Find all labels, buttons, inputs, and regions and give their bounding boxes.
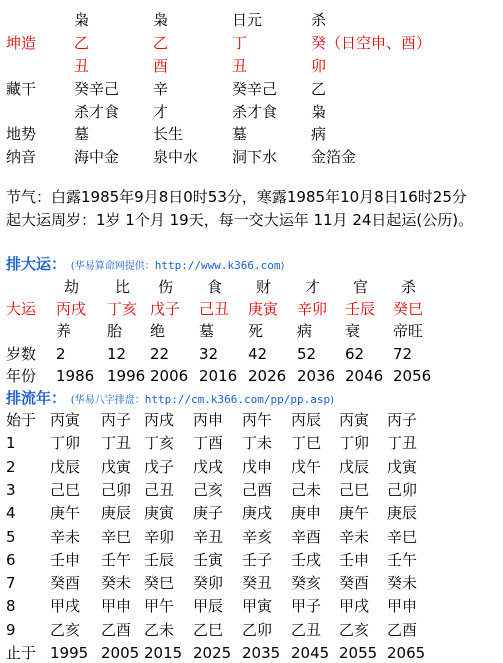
dishi-2: 长生 <box>153 125 184 143</box>
liunian-cell: 己亥 <box>193 480 224 499</box>
liunian-cell: 庚辰 <box>101 504 132 523</box>
kongwang-note: （日空申、酉） <box>326 34 432 52</box>
dayun-shishen-cell: 才 <box>305 278 321 296</box>
liunian-cell: 辛未 <box>50 527 81 546</box>
nayin-1: 海中金 <box>74 148 120 166</box>
dishi-label: 地势 <box>6 125 37 143</box>
liunian-source <box>71 395 334 406</box>
liunian-cell: 癸丑 <box>242 574 273 593</box>
dayun-ages-cell: 42 <box>248 345 268 363</box>
dayun-years-cell: 2036 <box>297 367 336 385</box>
liunian-cell: 戊寅 <box>101 457 132 476</box>
dayun-ages-cell: 32 <box>199 345 219 363</box>
dayun-ganzhi-cell: 己丑 <box>199 300 230 318</box>
liunian-cell: 壬寅 <box>193 550 224 569</box>
dayun-header <box>6 254 284 277</box>
nayin-label: 纳音 <box>6 148 37 166</box>
liunian-cell: 丁酉 <box>193 434 224 453</box>
liunian-cell: 癸亥 <box>291 574 322 593</box>
dayun-years-cell: 2046 <box>345 367 384 385</box>
liunian-cell: 壬午 <box>101 550 132 569</box>
liunian-cell: 丁丑 <box>387 434 418 453</box>
dayun-years-cell: 1996 <box>107 367 146 385</box>
dayun-source-link[interactable]: http://www.k366.com <box>154 259 281 272</box>
dayun-ganzhi-cell: 丙戌 <box>56 300 87 318</box>
liunian-source-suffix: ) <box>330 395 335 406</box>
branch-hour: 卯 <box>311 57 327 75</box>
liunian-cell: 丁丑 <box>101 434 132 453</box>
liunian-cell: 2035 <box>242 644 281 662</box>
dayun-title: 排大运： <box>6 255 67 273</box>
dayun-changsheng-cell: 衰 <box>345 322 361 340</box>
jieqi-line: 节气：白露1985年9月8日0时53分，寒露1985年10月8日16时25分 <box>6 188 467 206</box>
liunian-cell: 壬辰 <box>144 550 175 569</box>
liunian-row-label: 4 <box>6 504 16 523</box>
liunian-row-label: 5 <box>6 527 16 546</box>
liunian-cell: 甲子 <box>291 597 322 616</box>
liunian-cell: 丁卯 <box>50 434 81 453</box>
liunian-cell: 甲戌 <box>50 597 81 616</box>
branch-month: 酉 <box>153 57 169 75</box>
liunian-cell: 庚午 <box>339 504 370 523</box>
dayun-row-label-ganzhi: 大运 <box>6 300 37 318</box>
liunian-header <box>6 388 334 411</box>
dayun-shishen-cell: 官 <box>353 278 369 296</box>
canggan-1a: 癸辛己 <box>74 80 120 98</box>
pillar-top-3: 日元 <box>232 11 263 29</box>
liunian-cell: 庚戌 <box>242 504 273 523</box>
liunian-cell: 甲辰 <box>193 597 224 616</box>
liunian-cell: 甲午 <box>144 597 175 616</box>
liunian-cell: 癸未 <box>101 574 132 593</box>
liunian-cell: 2005 <box>101 644 140 662</box>
stem-year: 乙 <box>74 34 90 52</box>
dayun-years-cell: 2026 <box>248 367 287 385</box>
canggan-1b: 杀才食 <box>74 103 120 121</box>
liunian-cell: 戊寅 <box>387 457 418 476</box>
liunian-cell: 丙辰 <box>291 411 322 429</box>
canggan-2a: 辛 <box>153 80 169 98</box>
pillar-top-1: 枭 <box>74 11 90 29</box>
dayun-ages-cell: 52 <box>297 345 317 363</box>
liunian-cell: 丁巳 <box>291 434 322 453</box>
kunzao-label: 坤造 <box>6 34 37 52</box>
liunian-row-label: 始于 <box>6 411 37 429</box>
liunian-row-label: 6 <box>6 550 16 569</box>
dayun-ages-cell: 62 <box>345 345 365 363</box>
dayun-source-suffix: ) <box>280 261 285 272</box>
liunian-cell: 癸酉 <box>50 574 81 593</box>
liunian-cell: 丁亥 <box>144 434 175 453</box>
dayun-ganzhi-cell: 庚寅 <box>248 300 279 318</box>
liunian-cell: 戊申 <box>242 457 273 476</box>
liunian-cell: 己卯 <box>101 480 132 499</box>
liunian-cell: 庚寅 <box>144 504 175 523</box>
liunian-cell: 壬申 <box>50 550 81 569</box>
liunian-row-label: 止于 <box>6 644 37 662</box>
branch-day: 丑 <box>232 57 248 75</box>
dayun-ages-cell: 72 <box>393 345 413 363</box>
liunian-cell: 癸卯 <box>193 574 224 593</box>
dayun-ganzhi-cell: 丁亥 <box>107 300 138 318</box>
liunian-row-label: 7 <box>6 574 16 593</box>
liunian-cell: 乙酉 <box>387 620 418 639</box>
liunian-cell: 2055 <box>339 644 378 662</box>
liunian-cell: 辛巳 <box>387 527 418 546</box>
liunian-cell: 乙卯 <box>242 620 273 639</box>
dayun-changsheng-cell: 病 <box>297 322 313 340</box>
dayun-row-label-years: 年份 <box>6 367 37 385</box>
liunian-row-label: 3 <box>6 480 16 499</box>
liunian-cell: 壬午 <box>387 550 418 569</box>
liunian-cell: 癸未 <box>387 574 418 593</box>
dayun-ganzhi-cell: 戊子 <box>150 300 181 318</box>
stem-hour: 癸 <box>311 34 327 52</box>
liunian-cell: 丁未 <box>242 434 273 453</box>
dayun-shishen-cell: 劫 <box>64 278 80 296</box>
liunian-cell: 丙寅 <box>50 411 81 429</box>
branch-year: 丑 <box>74 57 90 75</box>
liunian-cell: 壬戌 <box>291 550 322 569</box>
liunian-cell: 己酉 <box>242 480 273 499</box>
dayun-source <box>71 261 285 272</box>
liunian-cell: 戊戌 <box>193 457 224 476</box>
dayun-ganzhi-cell: 辛卯 <box>297 300 328 318</box>
liunian-title: 排流年： <box>6 389 67 407</box>
dishi-4: 病 <box>311 125 327 143</box>
liunian-cell: 癸酉 <box>339 574 370 593</box>
liunian-cell: 己未 <box>291 480 322 499</box>
liunian-cell: 辛丑 <box>193 527 224 546</box>
dayun-ganzhi-cell: 癸巳 <box>393 300 424 318</box>
canggan-label: 藏干 <box>6 80 37 98</box>
liunian-cell: 丙申 <box>193 411 224 429</box>
dayun-years-cell: 1986 <box>56 367 95 385</box>
liunian-cell: 丙子 <box>387 411 418 429</box>
liunian-source-prefix: (华易八字排盘： <box>70 395 145 406</box>
liunian-cell: 庚辰 <box>387 504 418 523</box>
dayun-ages-cell: 22 <box>150 345 170 363</box>
dayun-changsheng-cell: 养 <box>56 322 72 340</box>
liunian-cell: 庚申 <box>291 504 322 523</box>
liunian-cell: 丙戌 <box>144 411 175 429</box>
liunian-cell: 戊午 <box>291 457 322 476</box>
nayin-3: 洞下水 <box>232 148 278 166</box>
liunian-cell: 辛卯 <box>144 527 175 546</box>
liunian-row-label: 8 <box>6 597 16 616</box>
liunian-cell: 甲申 <box>101 597 132 616</box>
liunian-cell: 己巳 <box>339 480 370 499</box>
canggan-3b: 杀才食 <box>232 103 278 121</box>
dayun-ages-cell: 2 <box>56 345 66 363</box>
liunian-cell: 戊辰 <box>339 457 370 476</box>
dayun-years-cell: 2016 <box>199 367 238 385</box>
dayun-shishen-cell: 伤 <box>158 278 174 296</box>
stem-day: 丁 <box>232 34 248 52</box>
dishi-3: 墓 <box>232 125 248 143</box>
liunian-row-label: 2 <box>6 457 16 476</box>
qiyun-line: 起大运周岁：1岁 1个月 19天，每一交大运年 11月 24日起运(公历)。 <box>6 211 474 229</box>
liunian-cell: 癸巳 <box>144 574 175 593</box>
dayun-source-prefix: (华易算命网提供： <box>70 261 155 272</box>
liunian-cell: 戊辰 <box>50 457 81 476</box>
liunian-cell: 己丑 <box>144 480 175 499</box>
dayun-row-label-ages: 岁数 <box>6 345 37 363</box>
dayun-shishen-cell: 比 <box>115 278 131 296</box>
liunian-cell: 辛亥 <box>242 527 273 546</box>
liunian-cell: 壬申 <box>339 550 370 569</box>
liunian-cell: 己巳 <box>50 480 81 499</box>
dayun-years-cell: 2056 <box>393 367 432 385</box>
dayun-changsheng-cell: 胎 <box>107 322 123 340</box>
dayun-changsheng-cell: 帝旺 <box>393 322 424 340</box>
liunian-cell: 己卯 <box>387 480 418 499</box>
liunian-cell: 乙酉 <box>101 620 132 639</box>
liunian-cell: 甲申 <box>387 597 418 616</box>
dayun-ages-cell: 12 <box>107 345 127 363</box>
dishi-1: 墓 <box>74 125 90 143</box>
nayin-4: 金箔金 <box>311 148 357 166</box>
dayun-shishen-cell: 食 <box>207 278 223 296</box>
pillar-top-4: 杀 <box>311 11 327 29</box>
liunian-cell: 乙亥 <box>339 620 370 639</box>
canggan-3a: 癸辛己 <box>232 80 278 98</box>
liunian-cell: 戊子 <box>144 457 175 476</box>
canggan-4a: 乙 <box>311 80 327 98</box>
liunian-row-label: 1 <box>6 434 16 453</box>
nayin-2: 泉中水 <box>153 148 199 166</box>
liunian-cell: 辛巳 <box>101 527 132 546</box>
liunian-row-label: 9 <box>6 620 16 639</box>
liunian-cell: 乙丑 <box>291 620 322 639</box>
liunian-cell: 甲戌 <box>339 597 370 616</box>
stem-month: 乙 <box>153 34 169 52</box>
dayun-ganzhi-cell: 壬辰 <box>345 300 376 318</box>
liunian-cell: 乙巳 <box>193 620 224 639</box>
liunian-cell: 2025 <box>193 644 232 662</box>
liunian-cell: 2065 <box>387 644 426 662</box>
liunian-cell: 辛未 <box>339 527 370 546</box>
canggan-2b: 才 <box>153 103 169 121</box>
liunian-cell: 甲寅 <box>242 597 273 616</box>
dayun-changsheng-cell: 墓 <box>199 322 215 340</box>
dayun-shishen-cell: 财 <box>256 278 272 296</box>
liunian-cell: 丙午 <box>242 411 273 429</box>
liunian-cell: 庚午 <box>50 504 81 523</box>
liunian-cell: 乙未 <box>144 620 175 639</box>
dayun-years-cell: 2006 <box>150 367 189 385</box>
pillar-top-2: 枭 <box>153 11 169 29</box>
dayun-changsheng-cell: 死 <box>248 322 264 340</box>
liunian-cell: 辛酉 <box>291 527 322 546</box>
liunian-source-link[interactable]: http://cm.k366.com/pp/pp.asp <box>144 393 331 406</box>
liunian-cell: 丙子 <box>101 411 132 429</box>
liunian-cell: 丁卯 <box>339 434 370 453</box>
dayun-changsheng-cell: 绝 <box>150 322 166 340</box>
liunian-cell: 丙寅 <box>339 411 370 429</box>
liunian-cell: 庚子 <box>193 504 224 523</box>
liunian-cell: 2015 <box>144 644 183 662</box>
liunian-cell: 壬子 <box>242 550 273 569</box>
liunian-cell: 1995 <box>50 644 89 662</box>
canggan-4b: 枭 <box>311 103 327 121</box>
liunian-cell: 2045 <box>291 644 330 662</box>
dayun-shishen-cell: 杀 <box>401 278 417 296</box>
liunian-cell: 乙亥 <box>50 620 81 639</box>
